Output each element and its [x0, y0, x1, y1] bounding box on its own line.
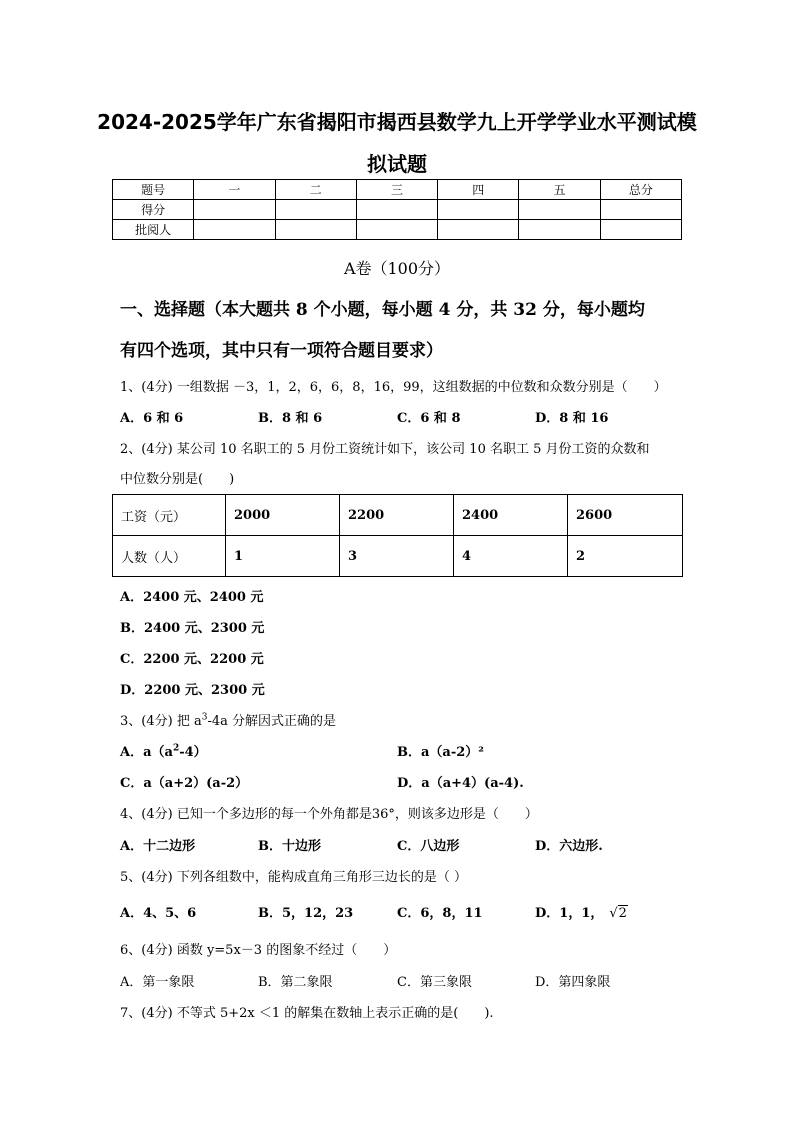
question-5-option-d	[535, 902, 628, 921]
wage-table	[112, 494, 683, 577]
score-header-cell: 五	[519, 180, 600, 200]
question-1-stem: 1、(4分) 一组数据 －3，1，2，6，6，8，16，99，这组数据的中位数和众数分别是（ ）	[120, 380, 667, 395]
wage-cell: 工资（元）	[113, 495, 226, 536]
wage-cell: 3	[340, 536, 454, 577]
score-table	[112, 179, 682, 240]
question-6-option-c: C．第三象限	[397, 975, 472, 990]
question-3-option-a	[120, 741, 207, 760]
score-cell	[438, 200, 519, 220]
question-5-option-c: C．6，8，11	[397, 906, 483, 921]
score-cell	[356, 200, 437, 220]
score-header-cell: 二	[275, 180, 356, 200]
score-header-cell: 四	[438, 180, 519, 200]
question-2-option-a: A．2400 元、2400 元	[120, 590, 264, 605]
score-table-header-row	[113, 180, 682, 200]
wage-cell: 2400	[454, 495, 568, 536]
part-heading-line1: 一、选择题（本大题共 8 个小题，每小题 4 分，共 32 分，每小题均	[120, 300, 645, 320]
score-cell	[600, 220, 681, 240]
wage-cell: 2	[568, 536, 683, 577]
wage-row-salary	[113, 495, 683, 536]
q3-stem-prefix: 3、(4分) 把 a	[120, 714, 202, 729]
score-row-label: 批阅人	[113, 220, 194, 240]
q5-d-text: D．1，1，	[535, 906, 604, 921]
question-6-stem: 6、(4分) 函数 y=5x－3 的图象不经过（ ）	[120, 943, 397, 958]
q3-stem-exponent: 3	[201, 712, 208, 723]
score-table-row	[113, 200, 682, 220]
score-cell	[356, 220, 437, 240]
question-4-option-a: A．十二边形	[120, 839, 196, 854]
question-4-option-b: B．十边形	[258, 839, 321, 854]
question-1-option-a: A．6 和 6	[120, 411, 184, 426]
score-cell	[275, 220, 356, 240]
score-cell	[600, 200, 681, 220]
wage-cell: 2200	[340, 495, 454, 536]
question-3-stem	[120, 710, 336, 729]
question-3-option-c: C．a（a+2）(a-2）	[120, 776, 249, 791]
sqrt-radicand: 2	[618, 906, 627, 921]
question-2-stem-line2: 中位数分别是( )	[120, 472, 235, 487]
wage-cell: 2600	[568, 495, 683, 536]
question-7-stem: 7、(4分) 不等式 5+2x ＜1 的解集在数轴上表示正确的是( ).	[120, 1006, 494, 1021]
score-cell	[519, 220, 600, 240]
question-5-option-b: B．5，12，23	[258, 906, 354, 921]
question-4-option-d: D．六边形.	[535, 839, 603, 854]
q3-a-prefix: A．a（a	[120, 745, 173, 760]
q3-a-suffix: -4）	[179, 745, 207, 760]
score-row-label: 得分	[113, 200, 194, 220]
score-cell	[194, 200, 275, 220]
question-3-option-d: D．a（a+4）(a-4).	[397, 776, 524, 791]
sqrt-icon: √2	[609, 906, 627, 921]
question-1-option-d: D．8 和 16	[535, 411, 609, 426]
question-5-option-a: A．4、5、6	[120, 906, 197, 921]
wage-cell: 4	[454, 536, 568, 577]
score-header-cell: 总分	[600, 180, 681, 200]
page-title-line2: 拟试题	[367, 152, 427, 176]
question-2-stem-line1: 2、(4分) 某公司 10 名职工的 5 月份工资统计如下，该公司 10 名职工 5 月份工资的众数和	[120, 442, 650, 457]
question-4-stem: 4、(4分) 已知一个多边形的每一个外角都是36°，则该多边形是（ ）	[120, 807, 538, 822]
wage-cell: 1	[226, 536, 340, 577]
question-6-option-b: B．第二象限	[258, 975, 333, 990]
section-title: A卷（100分）	[343, 259, 451, 278]
question-3-option-b: B．a（a-2）²	[397, 745, 484, 760]
question-2-option-b: B．2400 元、2300 元	[120, 621, 265, 636]
page-title-line1: 2024-2025学年广东省揭阳市揭西县数学九上开学学业水平测试模	[97, 110, 697, 134]
part-heading-line2: 有四个选项，其中只有一项符合题目要求）	[120, 341, 443, 361]
score-cell	[519, 200, 600, 220]
question-5-stem: 5、(4分) 下列各组数中，能构成直角三角形三边长的是（ ）	[120, 870, 467, 885]
score-cell	[438, 220, 519, 240]
wage-cell: 人数（人）	[113, 536, 226, 577]
question-2-option-c: C．2200 元、2200 元	[120, 652, 264, 667]
q3-stem-suffix: -4a 分解因式正确的是	[207, 714, 336, 729]
score-header-cell: 题号	[113, 180, 194, 200]
question-2-option-d: D．2200 元、2300 元	[120, 683, 265, 698]
wage-row-count	[113, 536, 683, 577]
question-4-option-c: C．八边形	[397, 839, 460, 854]
score-cell	[194, 220, 275, 240]
score-cell	[275, 200, 356, 220]
score-header-cell: 一	[194, 180, 275, 200]
question-6-option-d: D．第四象限	[535, 975, 611, 990]
score-table-row	[113, 220, 682, 240]
score-header-cell: 三	[356, 180, 437, 200]
wage-cell: 2000	[226, 495, 340, 536]
question-6-option-a: A．第一象限	[120, 975, 195, 990]
question-1-option-b: B．8 和 6	[258, 411, 323, 426]
question-1-option-c: C．6 和 8	[397, 411, 461, 426]
q3-a-exponent: 2	[172, 743, 180, 754]
